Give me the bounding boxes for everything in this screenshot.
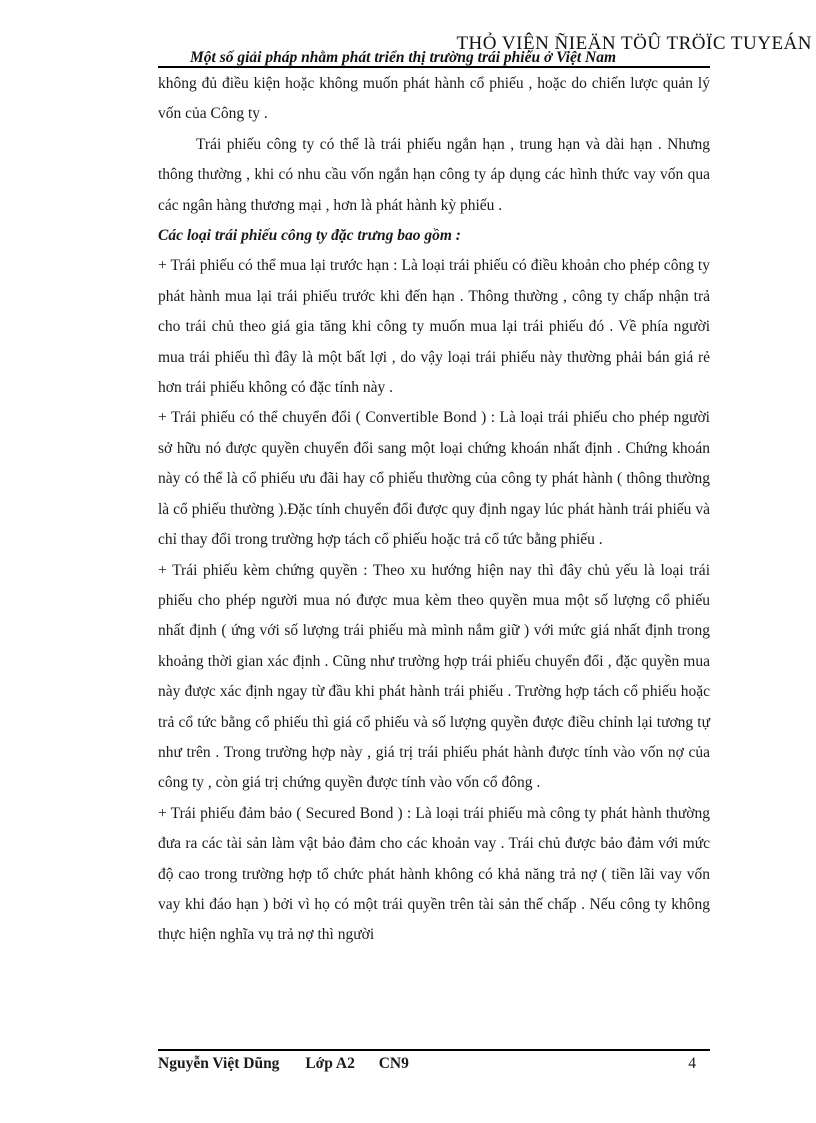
paragraph-bond-terms: Trái phiếu công ty có thể là trái phiếu ngắn hạn , trung hạn và dài hạn . Nhưng thông thường , khi có nhu cầu vốn ngắn hạn công ty áp dụng các hình thức vay vốn qua các ngân hàng thương mại , hơn là phát hành kỳ phiếu .	[158, 135, 710, 214]
page-number: 4	[688, 1055, 696, 1072]
list-item-warrant-bond: + Trái phiếu kèm chứng quyền : Theo xu hướng hiện nay thì đây chủ yếu là loại trái phiếu cho phép người mua nó được mua kèm theo quyền mua một số lượng cổ phiếu nhất định ( ứng với số lượng trái phiếu mà mình nắm giữ ) với mức giá nhất định trong khoảng thời gian xác định . Cũng như trường hợp trái phiếu chuyển đổi , đặc quyền mua này được xác định ngay từ đầu khi phát hành trái phiếu . Trường hợp tách cổ phiếu hoặc trả cổ tức bằng cổ phiếu thì giá cổ phiếu và số lượng quyền được điều chỉnh lại tương tự như trên . Trong trường hợp này , giá trị trái phiếu phát hành được tính vào vốn nợ của công ty , còn giá trị chứng quyền được tính vào vốn cổ đông .	[158, 561, 710, 792]
list-item-callable-bond: + Trái phiếu có thể mua lại trước hạn : Là loại trái phiếu có điều khoản cho phép công ty phát hành mua lại trái phiếu trước khi đến hạn . Thông thường , công ty chấp nhận trả cho trái chủ theo giá gia tăng khi công ty muốn mua lại trái phiếu đó . Về phía người mua trái phiếu thì đây là một bất lợi , do vậy loại trái phiếu này thường phải bán giá rẻ hơn trái phiếu không có đặc tính này .	[158, 257, 710, 397]
footer-class: Lớp A2	[305, 1055, 355, 1072]
page-footer	[158, 1055, 710, 1073]
watermark-text: THỎ VIỆN ÑIEÄN TÖÛ TRÖÏC TUYEÁN	[456, 33, 812, 54]
document-body	[158, 69, 710, 951]
list-item-secured-bond: + Trái phiếu đảm bảo ( Secured Bond ) : Là loại trái phiếu mà công ty phát hành thường đưa ra các tài sản làm vật bảo đảm cho các khoản vay . Trái chủ được bảo đảm với mức độ cao trong trường hợp tổ chức phát hành không có khả năng trả nợ ( tiền lãi vay vốn vay khi đáo hạn ) bởi vì họ có một trái quyền trên tài sản thế chấp . Nếu công ty không thực hiện nghĩa vụ trả nợ thì người	[158, 804, 710, 944]
section-subheading: Các loại trái phiếu công ty đặc trưng bao gồm :	[158, 227, 461, 245]
header-divider	[158, 66, 710, 68]
paragraph-continuation: không đủ điều kiện hoặc không muốn phát hành cổ phiếu , hoặc do chiến lược quản lý vốn của Công ty .	[158, 75, 710, 123]
footer-group: CN9	[378, 1055, 409, 1072]
footer-author: Nguyễn Việt Dũng	[158, 1055, 280, 1072]
page-header-title: Một số giải pháp nhằm phát triển thị trường trái phiếu ở Việt Nam	[190, 49, 617, 66]
list-item-convertible-bond: + Trái phiếu có thể chuyển đổi ( Convertible Bond ) : Là loại trái phiếu cho phép người sở hữu nó được quyền chuyển đổi sang một loại chứng khoán nhất định . Chứng khoán này có thể là cổ phiếu ưu đãi hay cổ phiếu thường của công ty phát hành ( thông thường là cổ phiếu thường ).Đặc tính chuyển đổi được quy định ngay lúc phát hành trái phiếu và chỉ thay đổi trong trường hợp tách cổ phiếu hoặc trả cổ tức bằng phiếu .	[158, 409, 710, 549]
footer-divider	[158, 1049, 710, 1051]
